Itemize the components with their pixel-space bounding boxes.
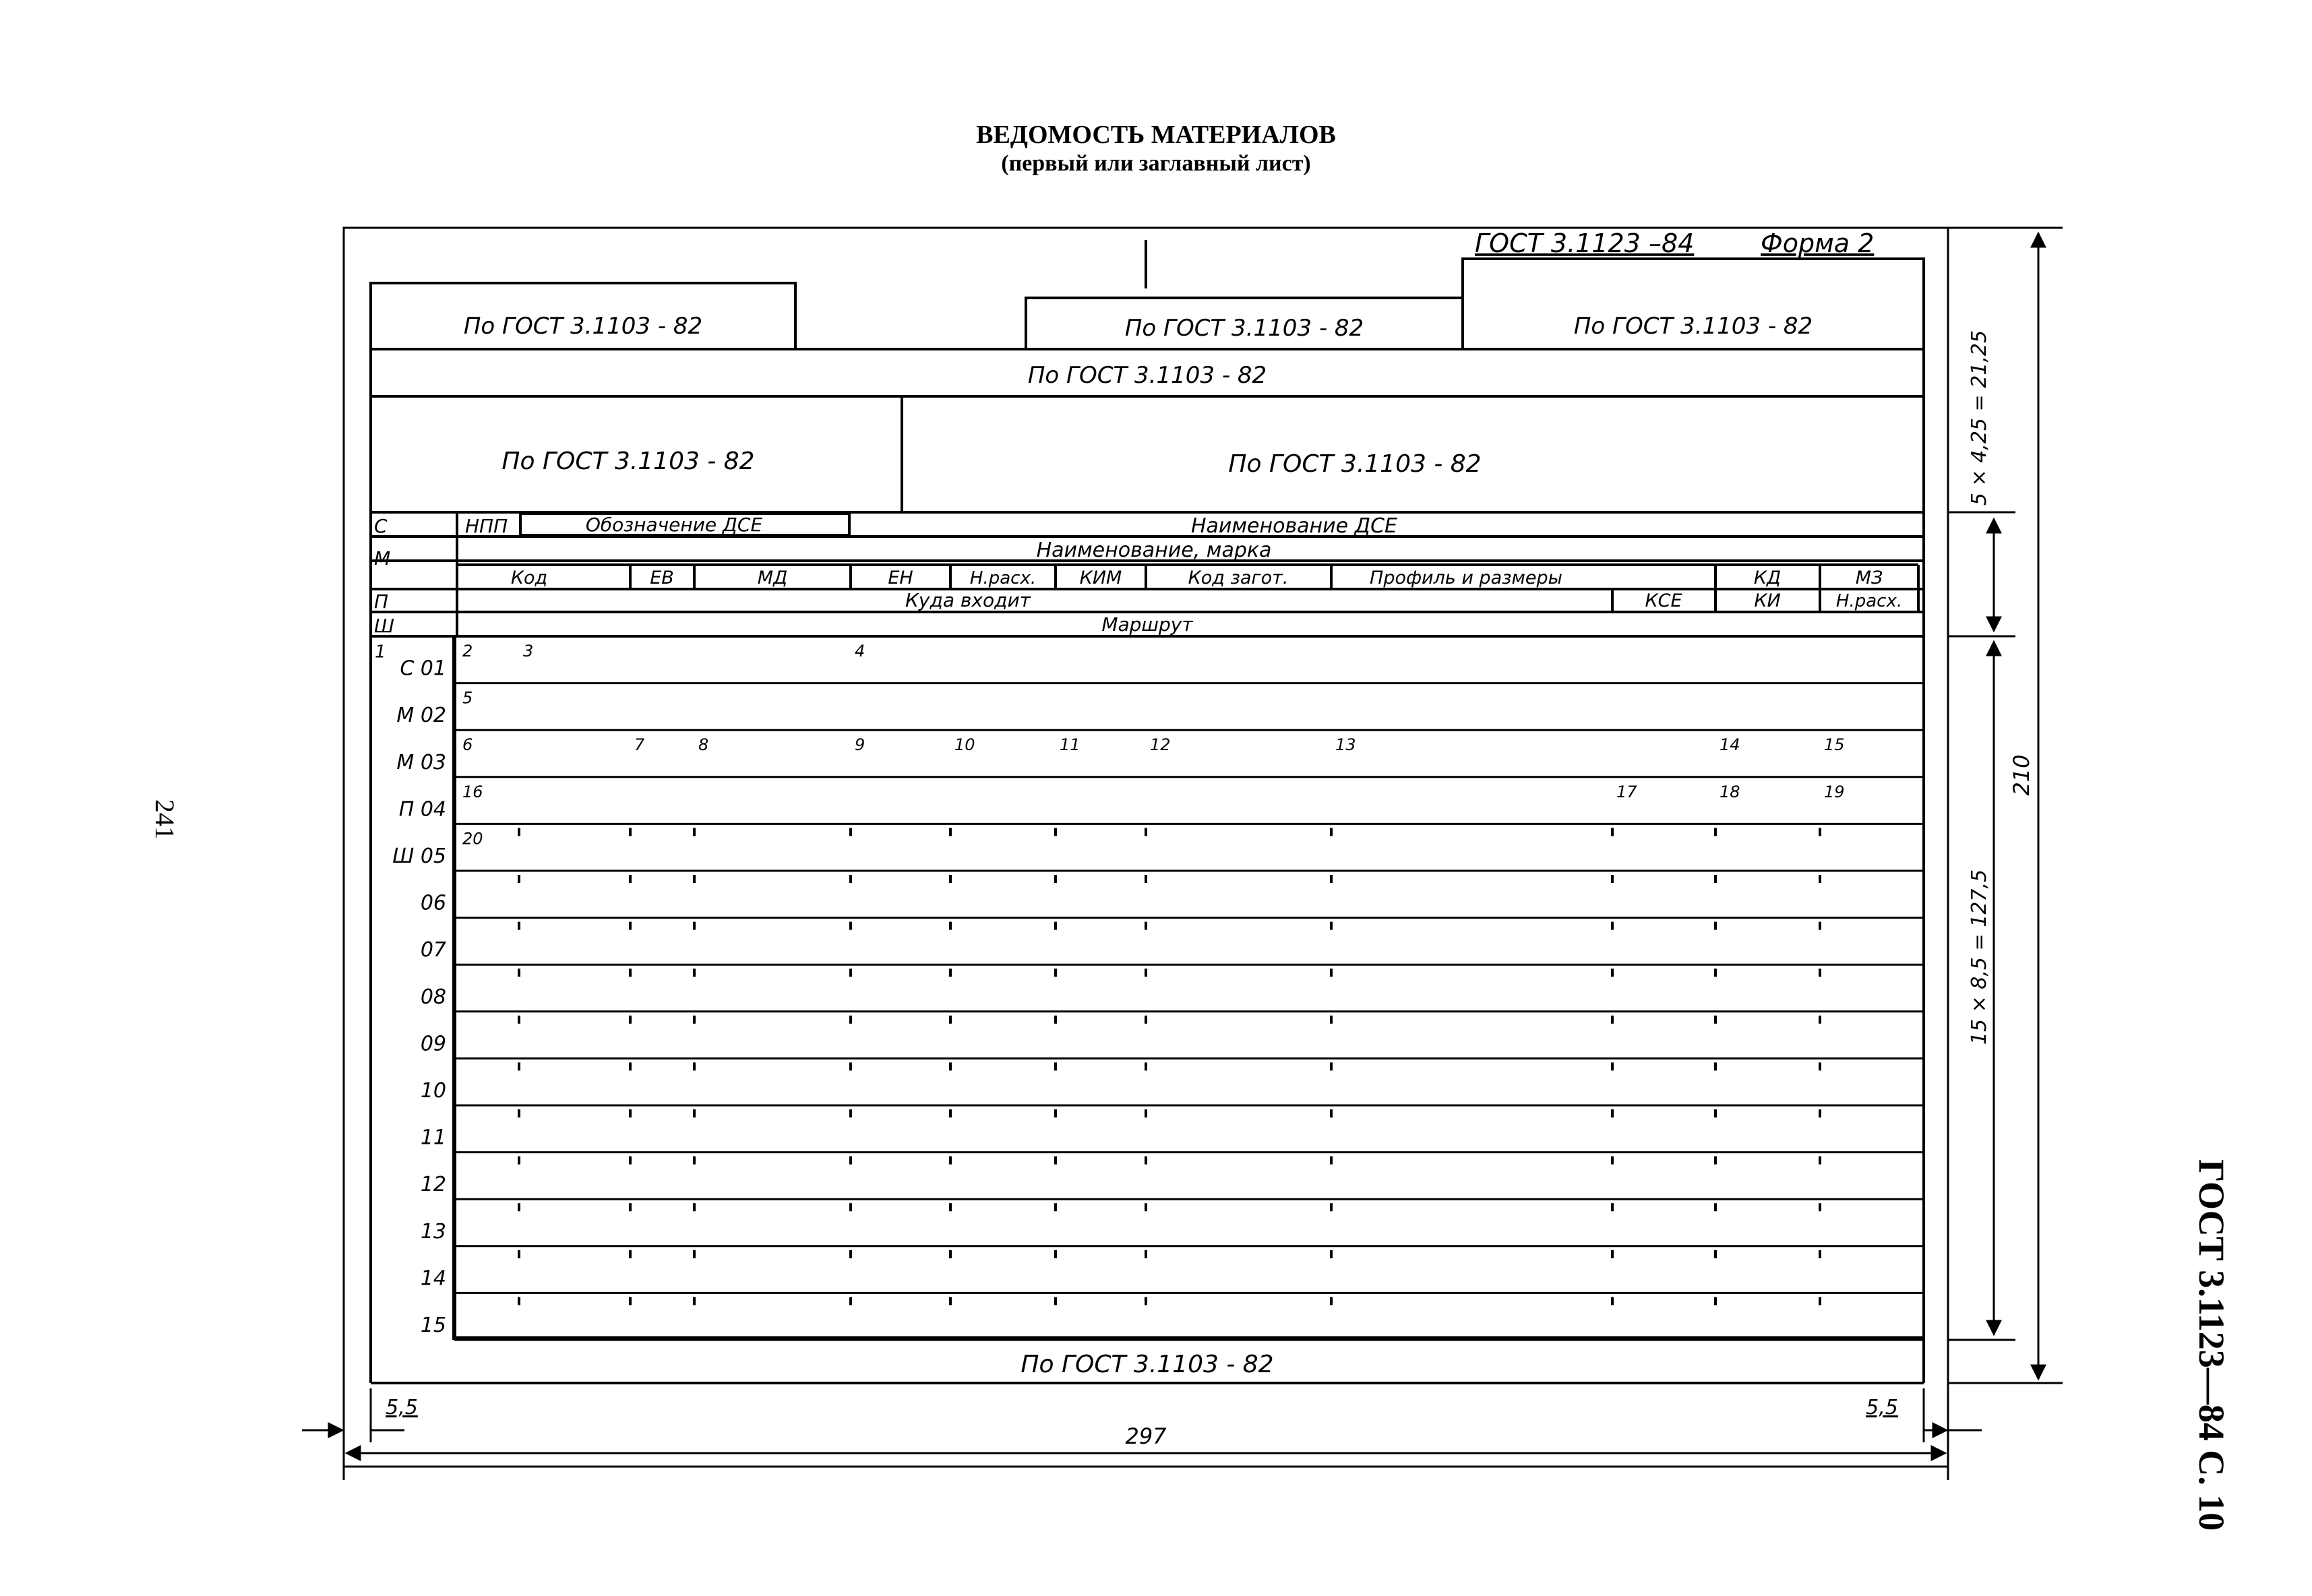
dim-left-margin: 5,5 [386, 1396, 418, 1419]
field-number: 6 [462, 735, 473, 755]
header-kuda-vhodit: Куда входит [905, 589, 1031, 611]
field-number: 2 [462, 642, 473, 661]
form-standard: ГОСТ 3.1123 –84 [1475, 228, 1695, 258]
page-number: 241 [150, 799, 180, 840]
header-c: С [374, 515, 388, 537]
data-rows [375, 636, 1924, 1340]
header-col-ev: ЕВ [650, 567, 674, 588]
field-number: 3 [523, 642, 534, 661]
header-n-rash-2: Н.расх. [1835, 591, 1903, 611]
field-number: 18 [1720, 782, 1740, 801]
field-number: 12 [1150, 735, 1171, 755]
field-number: 11 [1060, 735, 1081, 755]
row-label: 11 [420, 1126, 446, 1150]
dim-middle: 15 × 8,5 = 127,5 [1968, 869, 1991, 1045]
row-label: 09 [420, 1032, 446, 1056]
header-col-md: МД [757, 567, 788, 588]
header-marshrut: Маршрут [1101, 613, 1193, 636]
field-number: 9 [855, 735, 865, 755]
row-label: 07 [420, 938, 446, 962]
header-blocks [371, 240, 1924, 1383]
field-number: 13 [1335, 735, 1356, 755]
dim-top: 5 × 4,25 = 21,25 [1968, 330, 1991, 506]
row-label: 14 [420, 1266, 446, 1291]
document-title: ВЕДОМОСТЬ МАТЕРИАЛОВ [976, 121, 1336, 149]
field-number: 14 [1720, 735, 1740, 755]
ref-block-left: По ГОСТ 3.1103 - 82 [463, 313, 703, 340]
header-sh: Ш [374, 615, 394, 637]
row-label: М 02 [396, 704, 446, 728]
header-naimenovanie-marka: Наименование, марка [1036, 539, 1272, 562]
sheet-frame [344, 228, 1948, 1467]
header-col-kd: КД [1753, 567, 1782, 588]
row-label: 08 [420, 985, 446, 1009]
ref-block-middle: По ГОСТ 3.1103 - 82 [1124, 315, 1364, 342]
row-label: 06 [420, 891, 446, 915]
document-subtitle: (первый или заглавный лист) [1001, 151, 1311, 176]
header-ki: КИ [1754, 590, 1781, 611]
ref-footer: По ГОСТ 3.1103 - 82 [1021, 1351, 1274, 1378]
row-label: С 01 [400, 656, 446, 681]
row-label: 15 [420, 1314, 446, 1337]
header-col-kod-zagot: Код загот. [1188, 567, 1289, 588]
field-number: 19 [1824, 782, 1845, 801]
field-number: 17 [1616, 782, 1637, 801]
row-label: 10 [420, 1079, 446, 1103]
field-number: 16 [462, 782, 483, 801]
header-col-n-rash: Н.расх. [969, 568, 1037, 588]
field-number: 5 [462, 688, 473, 708]
field-number: 10 [954, 735, 975, 755]
ref-block-lower-left: По ГОСТ 3.1103 - 82 [501, 448, 755, 475]
dim-height: 210 [2009, 754, 2034, 796]
header-naimenovanie-dse: Наименование ДСЕ [1190, 514, 1398, 538]
ref-band-full: По ГОСТ 3.1103 - 82 [1027, 362, 1267, 389]
side-gost-label: ГОСТ 3.1123—84 С. 10 [2191, 1159, 2232, 1531]
form-number: Форма 2 [1761, 228, 1875, 258]
dim-width: 297 [1125, 1423, 1167, 1449]
header-col-kod: Код [510, 567, 548, 588]
field-number: 4 [855, 642, 865, 661]
dim-right-margin: 5,5 [1866, 1396, 1898, 1419]
field-number: 20 [462, 829, 483, 849]
header-npp: НПП [465, 515, 508, 537]
row-label: Ш 05 [392, 845, 446, 868]
header-col-mz: МЗ [1855, 567, 1883, 588]
header-m: М [374, 547, 391, 570]
row-label: П 04 [398, 797, 446, 822]
row-label-top: 1 [375, 642, 386, 663]
header-col-en: ЕН [888, 567, 913, 588]
row-label: 12 [420, 1173, 446, 1197]
ref-block-lower-right: По ГОСТ 3.1103 - 82 [1228, 450, 1482, 478]
field-number: 8 [698, 735, 709, 755]
row-label: 13 [420, 1219, 446, 1244]
field-number: 15 [1824, 735, 1845, 755]
header-col-profil: Профиль и размеры [1370, 567, 1562, 588]
ref-block-right: По ГОСТ 3.1103 - 82 [1573, 313, 1813, 340]
header-p: П [374, 590, 389, 613]
header-oboznachenie: Обозначение ДСЕ [585, 514, 763, 536]
field-number: 7 [634, 735, 645, 755]
row-label: М 03 [396, 750, 446, 774]
header-kse: КСЕ [1645, 590, 1682, 611]
header-col-kim: КИМ [1079, 567, 1122, 588]
